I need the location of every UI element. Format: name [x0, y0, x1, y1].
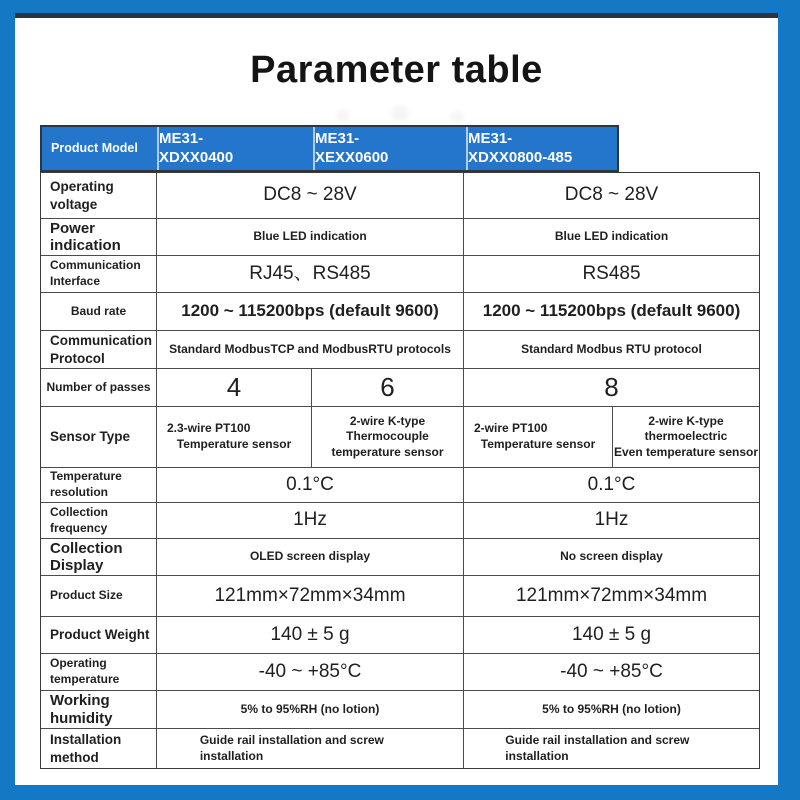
value-cell: RS485: [464, 256, 759, 292]
value-cell: -40 ~ +85°C: [464, 654, 759, 690]
value-cell: Standard Modbus RTU protocol: [464, 331, 759, 368]
value-cell: 1200 ~ 115200bps (default 9600): [464, 293, 759, 330]
value-cell: No screen display: [464, 539, 759, 575]
top-accent-strip: [15, 13, 778, 18]
value-cell: 121mm×72mm×34mm: [157, 576, 463, 616]
content-card: [15, 13, 778, 785]
header-model-3: [468, 127, 617, 170]
value-cell: DC8 ~ 28V: [157, 173, 463, 218]
row-label: Working humidity: [41, 691, 156, 728]
header-model-1: [159, 127, 313, 170]
value-line: Guide rail installation and screw: [199, 732, 384, 747]
value-line: Guide rail installation and screw: [505, 732, 690, 747]
value-line: 2-wire PT100: [474, 421, 548, 436]
value-cell: 8: [464, 369, 759, 406]
header-model-line: XDXX0400: [159, 148, 234, 166]
value-cell: DC8 ~ 28V: [464, 173, 759, 218]
value-cell: Standard ModbusTCP and ModbusRTU protocols: [157, 331, 463, 368]
value-cell: 140 ± 5 g: [464, 617, 759, 653]
row-label: Operating temperature: [41, 654, 156, 690]
header-model-line: ME31-: [159, 129, 204, 147]
value-cell: 0.1°C: [157, 468, 463, 502]
value-cell: 1Hz: [157, 503, 463, 538]
value-line: installation: [505, 748, 569, 763]
row-label: Installation method: [41, 729, 156, 768]
value-cell: 121mm×72mm×34mm: [464, 576, 759, 616]
header-model-line: XDXX0800-485: [468, 148, 573, 166]
value-cell: [464, 407, 612, 467]
row-label: Product Weight: [41, 617, 156, 653]
value-cell: 0.1°C: [464, 468, 759, 502]
value-line: Thermocouple temperature sensor: [331, 429, 444, 459]
value-cell: 1Hz: [464, 503, 759, 538]
value-line: 2-wire K-type: [349, 413, 426, 428]
row-label: Operating voltage: [41, 173, 156, 218]
value-cell: [312, 407, 463, 467]
value-cell: [157, 729, 463, 768]
value-line: Temperature sensor: [480, 437, 596, 451]
parameter-table-header: [40, 125, 619, 172]
value-line: Even temperature sensor: [613, 444, 759, 459]
row-label: Collection frequency: [41, 503, 156, 538]
row-label: Communication Interface: [41, 256, 156, 292]
header-model-line: XEXX0600: [315, 148, 389, 166]
value-cell: Blue LED indication: [157, 219, 463, 255]
value-cell: RJ45、RS485: [157, 256, 463, 292]
header-model-line: ME31-: [315, 129, 360, 147]
row-label: Temperature resolution: [41, 468, 156, 502]
value-cell: 140 ± 5 g: [157, 617, 463, 653]
value-cell: 6: [312, 369, 463, 406]
value-line: Temperature sensor: [176, 437, 292, 451]
header-model-2: [315, 127, 466, 170]
row-label: Sensor Type: [41, 407, 156, 467]
value-cell: [157, 407, 311, 467]
value-cell: -40 ~ +85°C: [157, 654, 463, 690]
value-cell: 1200 ~ 115200bps (default 9600): [157, 293, 463, 330]
value-cell: Blue LED indication: [464, 219, 759, 255]
header-product-model-label: Product Model: [42, 127, 157, 170]
row-label: Collection Display: [41, 539, 156, 575]
row-label: Power indication: [41, 219, 156, 255]
value-line: 2-wire K-type thermoelectric: [644, 413, 728, 444]
parameter-table-body: [40, 172, 760, 769]
row-label: Product Size: [41, 576, 156, 616]
value-cell: 4: [157, 369, 311, 406]
value-cell: 5% to 95%RH (no lotion): [157, 691, 463, 728]
value-cell: [464, 729, 759, 768]
header-model-line: ME31-: [468, 129, 513, 147]
row-label: Baud rate: [41, 293, 156, 330]
value-line: installation: [199, 748, 264, 763]
row-label: Communication Protocol: [41, 331, 156, 368]
value-cell: 5% to 95%RH (no lotion): [464, 691, 759, 728]
row-label: Number of passes: [41, 369, 156, 406]
value-cell: [613, 407, 759, 467]
value-line: 2.3-wire PT100: [167, 421, 251, 436]
page-title: Parameter table: [250, 49, 543, 91]
value-cell: OLED screen display: [157, 539, 463, 575]
